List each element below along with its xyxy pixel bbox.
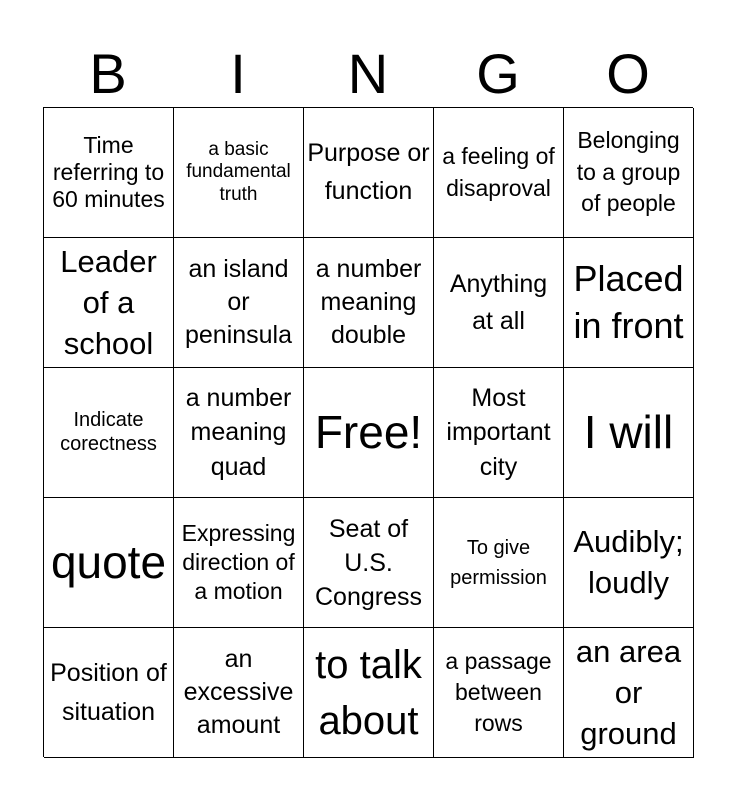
cell-text: an excessive amount bbox=[183, 644, 294, 740]
bingo-cell[interactable] bbox=[44, 628, 174, 758]
header-letter-i: I bbox=[230, 42, 246, 105]
bingo-cell[interactable] bbox=[434, 238, 564, 368]
bingo-cell[interactable] bbox=[44, 368, 174, 498]
cell-text: quote bbox=[50, 535, 167, 588]
cell-text: a passage between rows bbox=[445, 647, 552, 737]
header-letter-n: N bbox=[347, 42, 389, 105]
cell-text: Belonging to a group of people bbox=[576, 126, 681, 217]
bingo-board bbox=[43, 107, 693, 757]
cell-text: an island or peninsula bbox=[184, 254, 293, 350]
bingo-cell[interactable] bbox=[174, 238, 304, 368]
cell-text: to talk about bbox=[315, 642, 422, 743]
bingo-cell[interactable] bbox=[304, 108, 434, 238]
cell-text: a basic fundamental truth bbox=[186, 139, 291, 205]
cell-text: Placed in front bbox=[573, 257, 684, 346]
cell-text: Position of situation bbox=[50, 658, 167, 726]
cell-text: an area or ground bbox=[575, 633, 682, 752]
cell-text: Time referring to 60 minutes bbox=[52, 132, 165, 212]
bingo-cell[interactable] bbox=[44, 498, 174, 628]
bingo-cell[interactable] bbox=[44, 238, 174, 368]
bingo-cell[interactable] bbox=[564, 628, 694, 758]
cell-text: Purpose or function bbox=[307, 139, 430, 205]
bingo-cell[interactable] bbox=[564, 108, 694, 238]
cell-text: I will bbox=[583, 405, 674, 458]
cell-text: Anything at all bbox=[449, 270, 548, 335]
cell-text: Indicate corectness bbox=[60, 409, 157, 455]
cell-text: Expressing direction of a motion bbox=[181, 520, 296, 604]
bingo-cell[interactable] bbox=[434, 368, 564, 498]
header-letter-o: O bbox=[606, 42, 650, 105]
bingo-cell[interactable] bbox=[564, 498, 694, 628]
bingo-cell[interactable] bbox=[304, 628, 434, 758]
bingo-cell[interactable] bbox=[174, 498, 304, 628]
header-letter-b: B bbox=[89, 42, 127, 105]
bingo-cell[interactable] bbox=[44, 108, 174, 238]
cell-text: a number meaning double bbox=[315, 254, 422, 350]
bingo-cell[interactable] bbox=[434, 108, 564, 238]
bingo-cell[interactable] bbox=[304, 238, 434, 368]
bingo-header bbox=[43, 42, 693, 106]
cell-text: a number meaning quad bbox=[185, 383, 292, 481]
header-letter-g: G bbox=[476, 42, 520, 105]
cell-text: Leader of a school bbox=[60, 243, 157, 362]
bingo-cell[interactable] bbox=[564, 368, 694, 498]
cell-text: a feeling of disaproval bbox=[442, 142, 555, 201]
cell-text: Audibly; loudly bbox=[573, 524, 684, 600]
bingo-cell[interactable] bbox=[564, 238, 694, 368]
free-space-cell[interactable] bbox=[304, 368, 434, 498]
bingo-cell[interactable] bbox=[174, 108, 304, 238]
free-space-text: Free! bbox=[314, 405, 423, 458]
cell-text: Seat of U.S. Congress bbox=[315, 514, 422, 611]
bingo-cell[interactable] bbox=[434, 498, 564, 628]
cell-text: To give permission bbox=[450, 536, 547, 589]
bingo-cell[interactable] bbox=[174, 628, 304, 758]
cell-text: Most important city bbox=[446, 383, 551, 481]
bingo-cell[interactable] bbox=[174, 368, 304, 498]
bingo-cell[interactable] bbox=[304, 498, 434, 628]
bingo-cell[interactable] bbox=[434, 628, 564, 758]
